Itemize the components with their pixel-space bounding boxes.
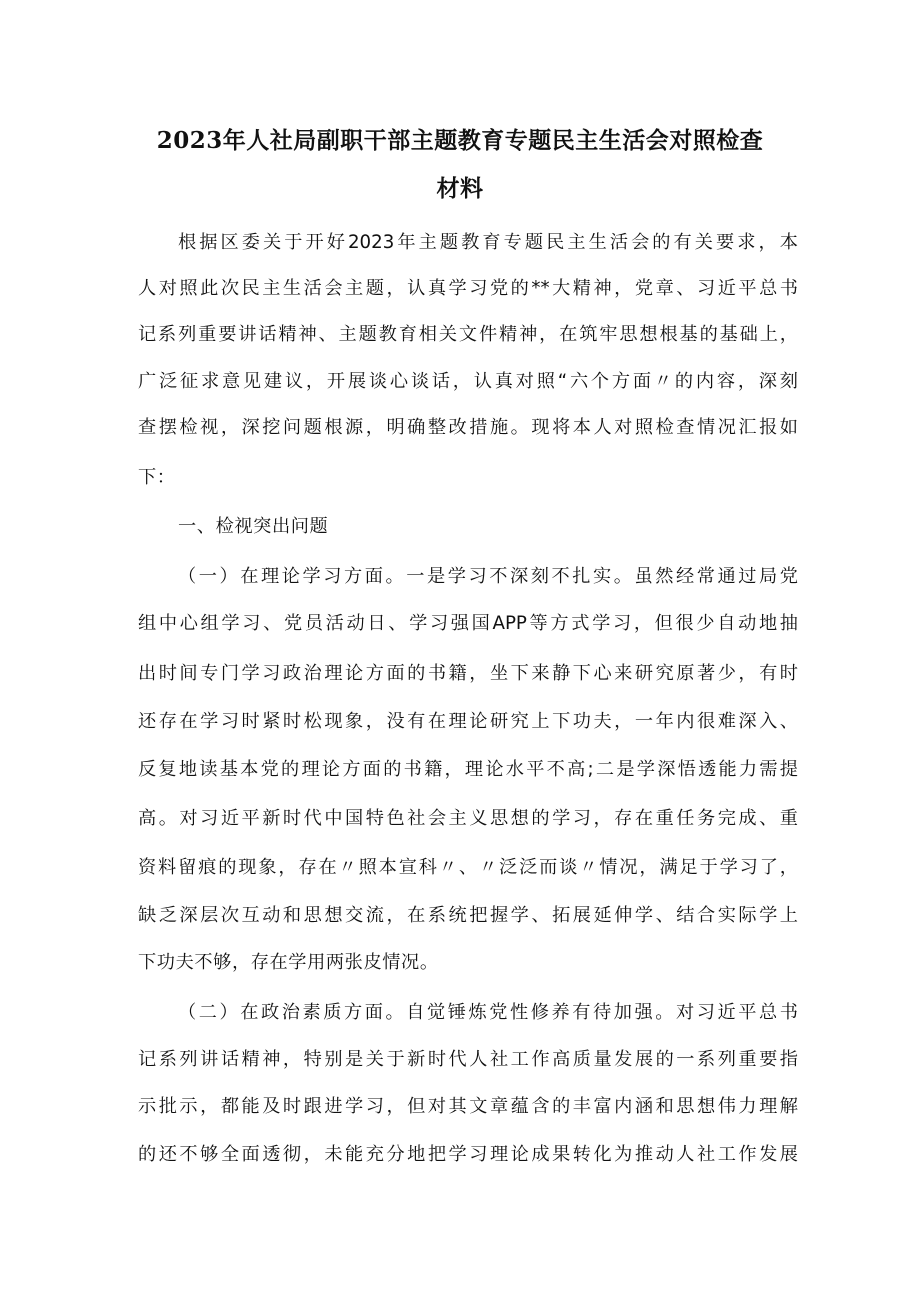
intro-line: 根据区委关于开好2023年主题教育专题民主生活会的有关要求，本 xyxy=(178,232,798,253)
intro-line: 查摆检视，深挖问题根源，明确整改措施。现将本人对照检查情况汇报如 xyxy=(138,417,798,438)
intro-line: 下： xyxy=(138,467,176,488)
item1-line: 高。对习近平新时代中国特色社会主义思想的学习，存在重任务完成、重 xyxy=(138,808,798,829)
item2-line: （二）在政治素质方面。自觉锤炼党性修养有待加强。对习近平总书 xyxy=(178,1002,798,1023)
item1-line: 组中心组学习、党员活动日、学习强国APP等方式学习，但很少自动地抽 xyxy=(138,613,798,634)
section-heading: 一、检视突出问题 xyxy=(178,516,329,537)
item1-line: 还存在学习时紧时松现象，没有在理论研究上下功夫，一年内很难深入、 xyxy=(138,711,798,732)
intro-line: 广泛征求意见建议，开展谈心谈话，认真对照“六个方面〃的内容，深刻 xyxy=(138,371,798,392)
item1-line: 资料留痕的现象，存在〃照本宣科〃、〃泛泛而谈〃情况，满足于学习了， xyxy=(138,857,798,878)
document-title-line-1: 2023年人社局副职干部主题教育专题民主生活会对照检查 xyxy=(156,127,764,154)
item1-line: 反复地读基本党的理论方面的书籍，理论水平不高;二是学深悟透能力需提 xyxy=(138,759,798,780)
intro-line: 记系列重要讲话精神、主题教育相关文件精神，在筑牢思想根基的基础上， xyxy=(138,324,798,345)
document-title-line-2: 材料 xyxy=(436,175,484,202)
item1-line: （一）在理论学习方面。一是学习不深刻不扎实。虽然经常通过局党 xyxy=(178,566,798,587)
item2-line: 的还不够全面透彻，未能充分地把学习理论成果转化为推动人社工作发展 xyxy=(138,1144,798,1165)
item2-line: 记系列讲话精神，特别是关于新时代人社工作高质量发展的一系列重要指 xyxy=(138,1049,798,1070)
item1-line: 出时间专门学习政治理论方面的书籍，坐下来静下心来研究原著少，有时 xyxy=(138,663,798,684)
item1-line: 缺乏深层次互动和思想交流，在系统把握学、拓展延伸学、结合实际学上 xyxy=(138,905,798,926)
item1-line: 下功夫不够，存在学用两张皮情况。 xyxy=(138,952,439,973)
item2-line: 示批示，都能及时跟进学习，但对其文章蕴含的丰富内涵和思想伟力理解 xyxy=(138,1096,798,1117)
intro-line: 人对照此次民主生活会主题，认真学习党的**大精神，党章、习近平总书 xyxy=(138,278,798,299)
